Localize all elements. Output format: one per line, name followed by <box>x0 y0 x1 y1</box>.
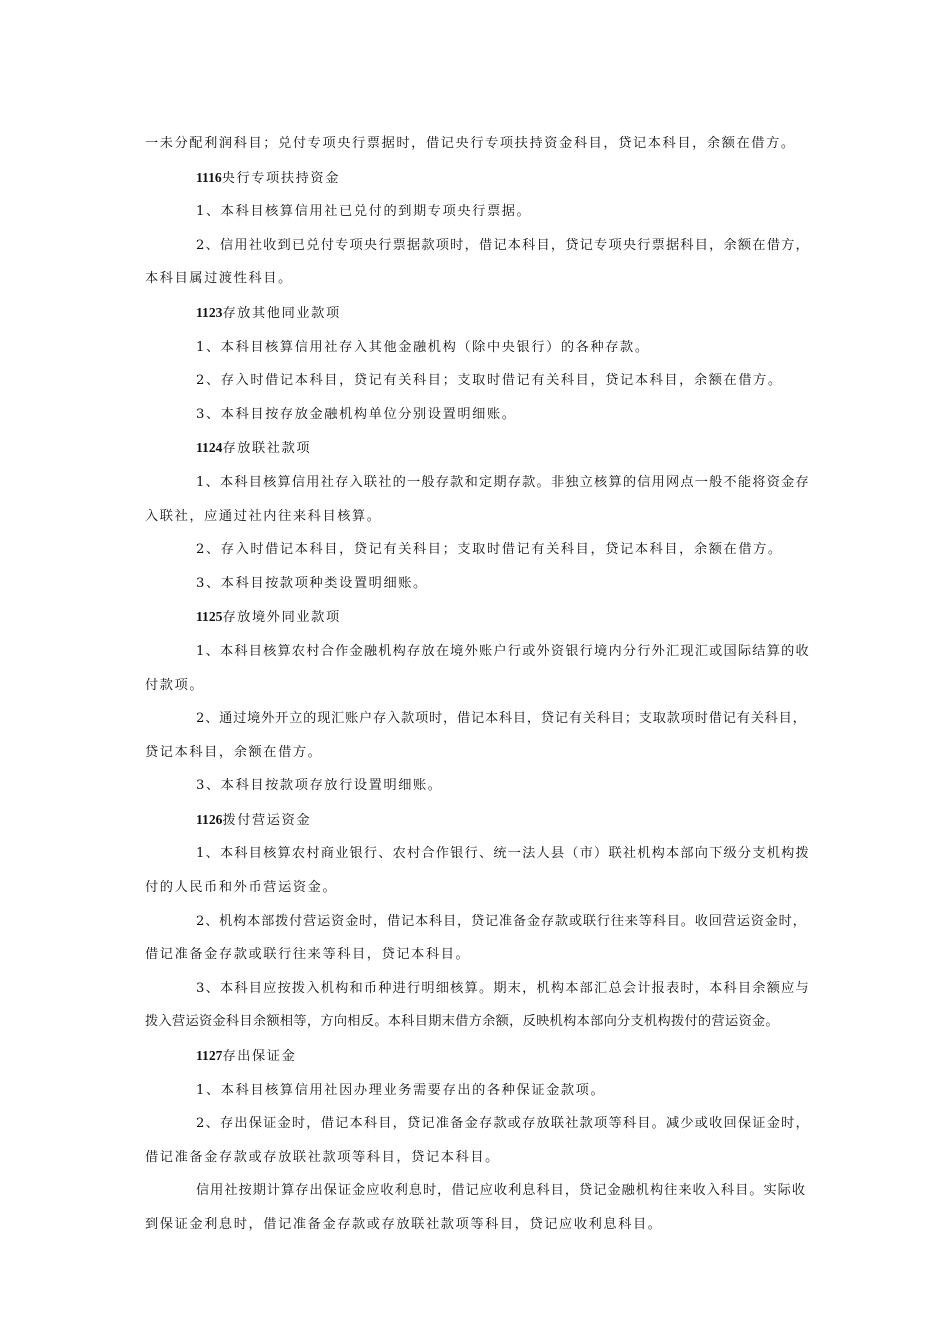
paragraph-line: 3、本科目按存放金融机构单位分别设置明细账。 <box>196 406 517 422</box>
paragraph-line: 1、本科目核算信用社存入联社的一般存款和定期存款。非独立核算的信用网点一般不能将资金存 <box>196 474 810 490</box>
account-code: 1124 <box>196 440 223 456</box>
account-title: 存放其他同业款项 <box>222 305 341 321</box>
paragraph-line: 付的人民币和外币营运资金。 <box>145 880 338 896</box>
account-code: 1127 <box>196 1048 223 1064</box>
section-heading-1123 <box>145 296 810 331</box>
account-code: 1123 <box>196 304 223 320</box>
account-title: 存放联社款项 <box>222 441 312 457</box>
paragraph-line: 2、存出保证金时，借记本科目，贷记准备金存款或存放联社款项等科目。减少或收回保证金时， <box>196 1116 810 1132</box>
account-code: 1125 <box>196 609 223 625</box>
paragraph-line: 2、存入时借记本科目，贷记有关科目；支取时借记有关科目，贷记本科目，余额在借方。 <box>196 373 783 389</box>
paragraph-line: 借记准备金存款或联行往来等科目，贷记本科目。 <box>145 947 471 963</box>
account-title: 央行专项扶持资金 <box>221 170 340 186</box>
paragraph-line: 1、本科目核算农村商业银行、农村合作银行、统一法人县（市）联社机构本部向下级分支机构拨 <box>196 846 810 862</box>
paragraph-line: 入联社，应通过社内往来科目核算。 <box>145 508 382 524</box>
paragraph-line: 借记准备金存款或存放联社款项等科目，贷记本科目。 <box>145 1149 500 1165</box>
section-heading-1127 <box>145 1039 810 1074</box>
account-title: 存出保证金 <box>222 1049 297 1065</box>
paragraph-line: 2、存入时借记本科目，贷记有关科目；支取时借记有关科目，贷记本科目，余额在借方。 <box>196 542 783 558</box>
paragraph-line: 到保证金利息时，借记准备金存款或存放联社款项等科目，贷记应收利息科目。 <box>145 1217 663 1232</box>
section-heading-1125 <box>145 600 810 635</box>
document-body <box>145 127 810 1242</box>
account-code: 1126 <box>196 811 223 827</box>
paragraph-line: 3、本科目按款项种类设置明细账。 <box>196 575 428 591</box>
section-heading-1126 <box>145 803 810 838</box>
paragraph-line: 2、信用社收到已兑付专项央行票据款项时，借记本科目，贷记专项央行票据科目，余额在借方， <box>196 237 810 253</box>
paragraph-line: 信用社按期计算存出保证金应收利息时，借记应收利息科目，贷记金融机构往来收入科目。实际收 <box>196 1183 807 1199</box>
paragraph-line: 1、本科目核算农村合作金融机构存放在境外账户行或外资银行境内分行外汇现汇或国际结算的收 <box>196 643 810 659</box>
paragraph-line: 3、本科目按款项存放行设置明细账。 <box>196 778 443 794</box>
paragraph-line: 2、机构本部拨付营运资金时，借记本科目，贷记准备金存款或联行往来等科目。收回营运资金时， <box>196 913 807 929</box>
paragraph-line: 3、本科目应按拨入机构和币种进行明细核算。期末，机构本部汇总会计报表时，本科目余额应与 <box>196 980 810 996</box>
paragraph-line: 1、本科目核算信用社已兑付的到期专项央行票据。 <box>196 204 532 220</box>
paragraph-line: 贷记本科目，余额在借方。 <box>145 744 323 760</box>
paragraph-line: 2、通过境外开立的现汇账户存入款项时，借记本科目，贷记有关科目；支取款项时借记有关科目， <box>196 711 807 727</box>
account-code: 1116 <box>196 169 222 185</box>
paragraph-line: 一未分配利润科目；兑付专项央行票据时，借记央行专项扶持资金科目，贷记本科目，余额在借方。 <box>145 136 796 151</box>
paragraph-line: 付款项。 <box>145 677 205 693</box>
paragraph-line: 本科目属过渡性科目。 <box>145 271 293 287</box>
section-heading-1124 <box>145 431 810 466</box>
account-title: 拨付营运资金 <box>222 812 312 828</box>
paragraph-line: 拨入营运资金科目余额相等，方向相反。本科目期末借方余额，反映机构本部向分支机构拨付的营运资金。 <box>145 1014 779 1030</box>
paragraph-line: 1、本科目核算信用社存入其他金融机构（除中央银行）的各种存款。 <box>196 339 650 355</box>
section-heading-1116 <box>145 161 810 196</box>
account-title: 存放境外同业款项 <box>222 610 341 626</box>
paragraph-line: 1、本科目核算信用社因办理业务需要存出的各种保证金款项。 <box>196 1082 606 1098</box>
